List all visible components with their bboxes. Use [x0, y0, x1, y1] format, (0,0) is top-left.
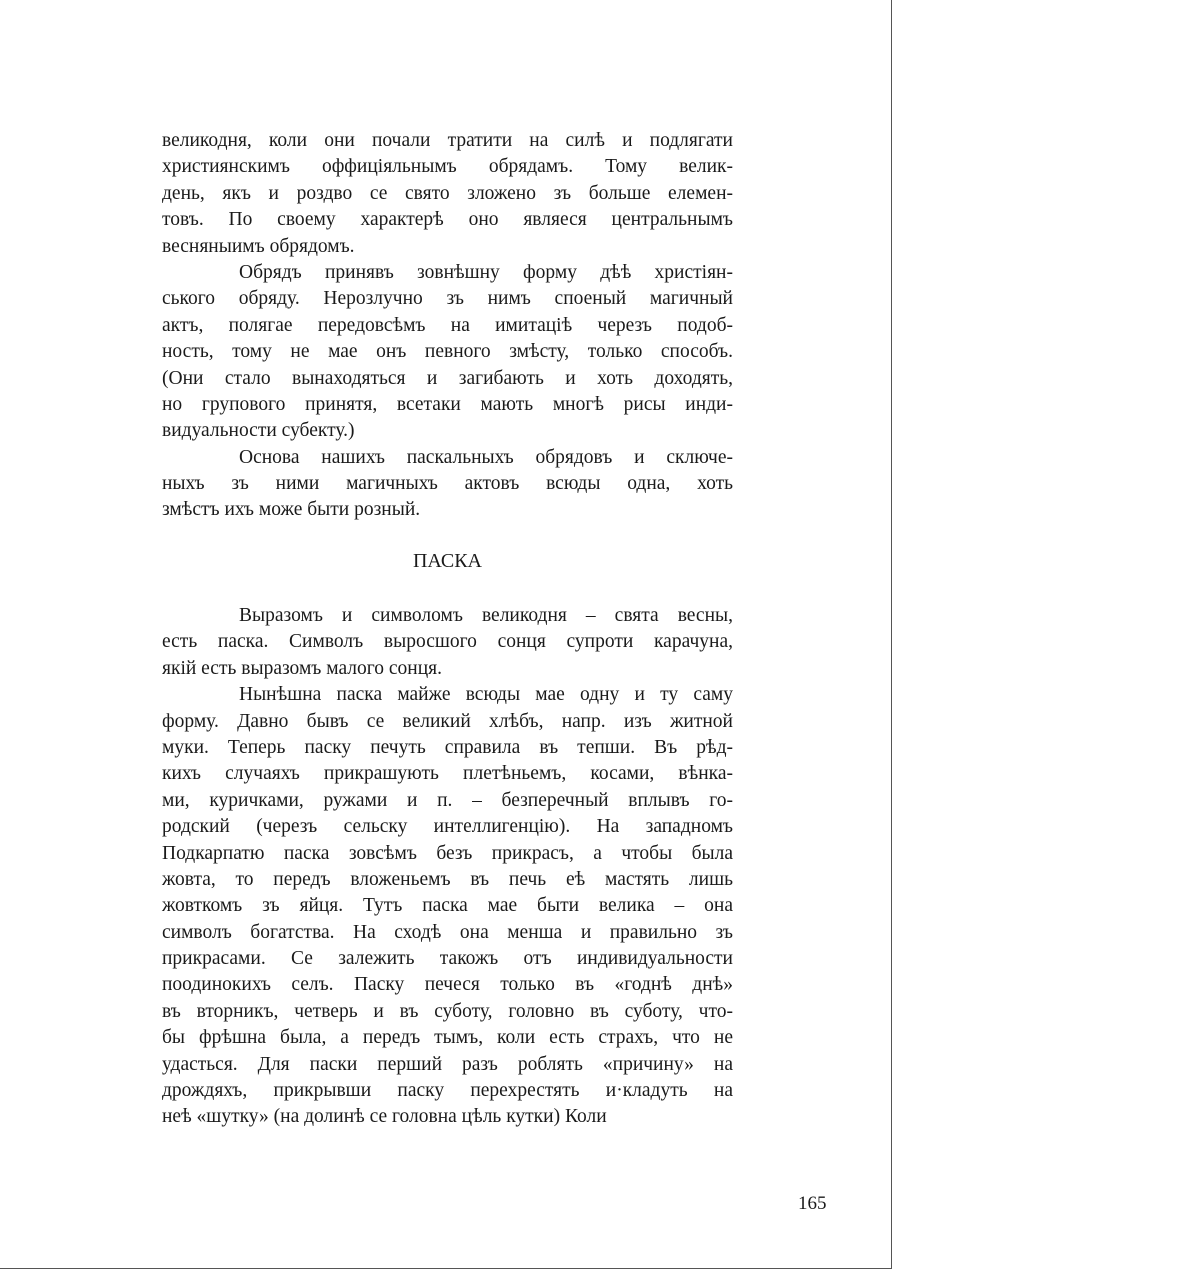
text-line: родский (черезъ сельску интеллигенцію). На западномъ — [162, 816, 733, 838]
paragraph — [162, 128, 733, 260]
text-line: но групового принятя, всетаки мають многѣ рисы инди- — [162, 393, 733, 415]
text-line: товъ. По своему характерѣ оно являеся центральнымъ — [162, 209, 733, 231]
text-line: Выразомъ и символомъ великодня – свята весны, — [239, 605, 733, 626]
text-line: Обрядъ принявъ зовнѣшну форму дѣѣ христіян- — [239, 261, 733, 283]
paragraph — [162, 260, 733, 445]
text-line: форму. Давно бывъ се великий хлѣбъ, напр. изъ житной — [162, 710, 733, 732]
text-line: жовткомъ зъ яйця. Тутъ паска мае быти велика – она — [162, 895, 733, 917]
text-line: видуальности субекту.) — [162, 420, 355, 442]
text-line: змѣстъ ихъ може быти розный. — [162, 499, 421, 521]
paragraph — [162, 445, 733, 524]
text-line: день, якъ и роздво се свято зложено зъ больше елемен- — [162, 182, 733, 204]
body-text-top — [162, 128, 733, 524]
text-line: есть паска. Символъ выросшого сонця супроти карачуна, — [162, 631, 733, 653]
text-line: неѣ «шутку» (на долинѣ се головна цѣль кутки) Коли — [162, 1106, 607, 1128]
text-line: ми, куричками, ружами и п. – безперечный вплывъ го- — [162, 789, 733, 811]
text-line: Основа нашихъ паскальныхъ обрядовъ и сключе- — [239, 446, 733, 468]
text-line: муки. Теперь паску печуть справила въ тепши. Въ рѣд- — [162, 736, 733, 758]
text-line: великодня, коли они почали тратити на силѣ и подлягати — [162, 130, 733, 151]
paragraph — [162, 682, 733, 1131]
text-line: удасться. Для паски перший разъ роблять «причину» на — [162, 1053, 733, 1075]
text-line: жовта, то передъ вложеньемъ въ печь еѣ мастять лишь — [162, 868, 733, 890]
text-line: дрождяхъ, прикрывши паску перехрестять и·кладуть на — [162, 1080, 733, 1102]
text-line: прикрасами. Се залежить такожъ отъ индивидуальности — [162, 948, 733, 970]
text-line: поодинокихъ селъ. Паску печеся только въ «годнѣ днѣ» — [162, 974, 733, 996]
text-line: Подкарпатю паска зовсѣмъ безъ прикрасъ, а чтобы была — [162, 842, 733, 864]
text-line: ського обряду. Нерозлучно зъ нимъ споеный магичный — [162, 288, 733, 310]
text-line: актъ, полягае передовсѣмъ на имитаціѣ черезъ подоб- — [162, 314, 733, 336]
text-line: християнскимъ оффиціяльнымъ обрядамъ. Тому велик- — [162, 156, 733, 178]
page-number: 165 — [798, 1193, 827, 1214]
section-heading — [0, 550, 891, 573]
text-line: бы фрѣшна была, а передъ тымъ, коли есть страхъ, что не — [162, 1027, 733, 1049]
text-line: (Они стало вынаходяться и загибають и хоть доходять, — [162, 367, 733, 389]
body-text-bottom — [162, 603, 733, 1131]
paragraph — [162, 603, 733, 682]
text-line: ность, тому не мае онъ певного змѣсту, только способъ. — [162, 341, 733, 363]
text-line: Нынѣшна паска майже всюды мае одну и ту саму — [239, 684, 733, 706]
text-line: символъ богатства. На сходѣ она менша и правильно зъ — [162, 921, 733, 943]
section-heading-text: ПАСКА — [412, 550, 482, 572]
text-line: весняныимъ обрядомъ. — [162, 235, 355, 257]
text-line: якій есть выразомъ малого сонця. — [162, 657, 443, 679]
text-line: ныхъ зъ ними магичныхъ актовъ всюды одна, хоть — [162, 473, 733, 495]
text-line: кихъ случаяхъ прикрашують плетѣньемъ, косами, вѣнка- — [162, 763, 733, 785]
text-line: въ вторникъ, четверь и въ суботу, головно въ суботу, что- — [162, 1000, 733, 1022]
